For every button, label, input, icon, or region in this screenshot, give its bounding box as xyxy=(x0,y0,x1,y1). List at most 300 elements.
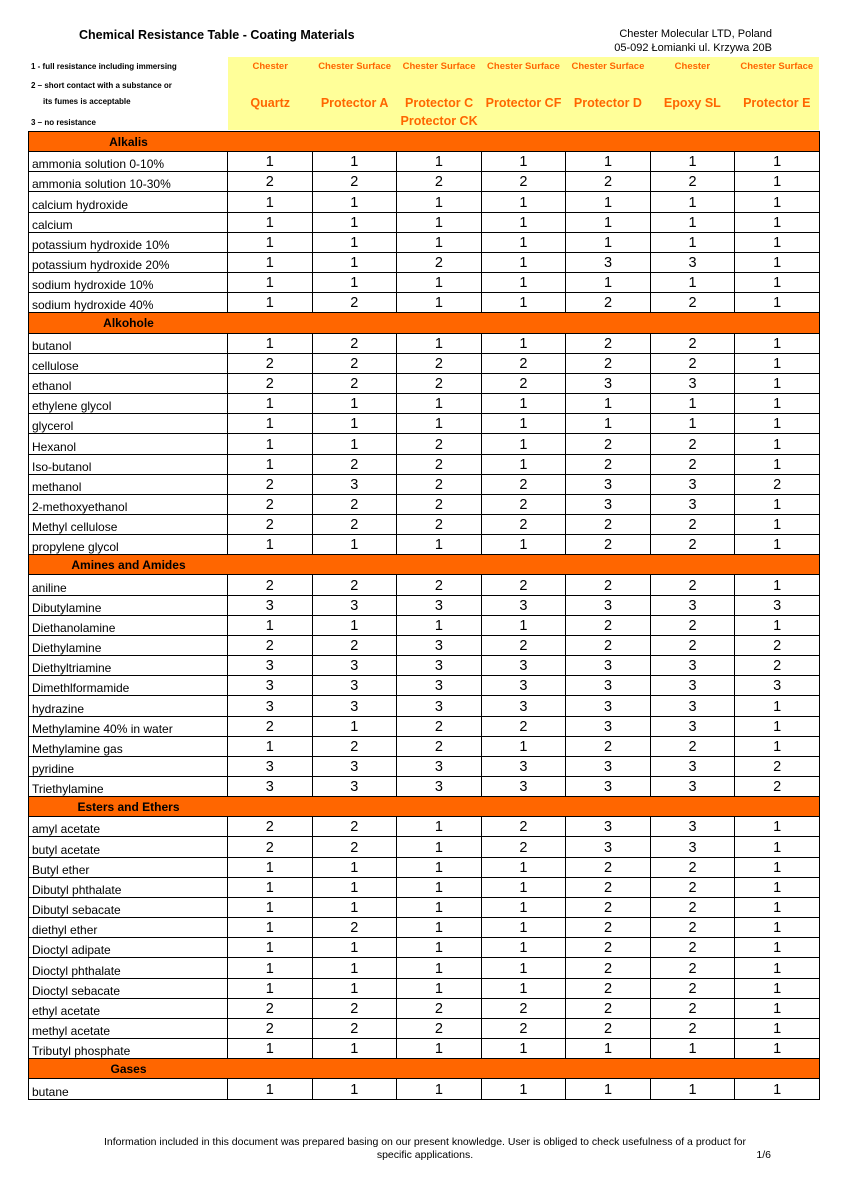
resistance-value: 2 xyxy=(312,918,397,938)
resistance-value: 1 xyxy=(481,918,566,938)
legend-item-1: 1 - full resistance including immersing xyxy=(31,62,177,71)
resistance-value: 1 xyxy=(735,877,820,897)
table-row xyxy=(29,857,820,877)
product-header-line1: Chester Surface xyxy=(571,61,645,72)
resistance-value: 1 xyxy=(228,535,313,555)
resistance-value: 2 xyxy=(566,535,651,555)
table-row xyxy=(29,837,820,857)
resistance-value: 1 xyxy=(650,1039,735,1059)
resistance-value: 2 xyxy=(566,172,651,192)
product-header-line1: Chester xyxy=(252,61,288,72)
resistance-value: 1 xyxy=(397,615,482,635)
resistance-value: 2 xyxy=(312,837,397,857)
resistance-value: 3 xyxy=(650,837,735,857)
resistance-value: 3 xyxy=(566,837,651,857)
resistance-value: 1 xyxy=(481,1039,566,1059)
table-row xyxy=(29,736,820,756)
resistance-value: 2 xyxy=(312,817,397,837)
table-row xyxy=(29,494,820,514)
table-row xyxy=(29,212,820,232)
resistance-value: 2 xyxy=(397,353,482,373)
resistance-value: 2 xyxy=(481,1018,566,1038)
category-row xyxy=(29,1059,820,1079)
resistance-value: 3 xyxy=(228,676,313,696)
resistance-value: 1 xyxy=(228,192,313,212)
resistance-value: 2 xyxy=(566,434,651,454)
substance-name: ammonia solution 0-10% xyxy=(29,152,228,172)
substance-name: diethyl ether xyxy=(29,918,228,938)
resistance-value: 1 xyxy=(228,736,313,756)
substance-name: amyl acetate xyxy=(29,817,228,837)
product-header-line1: Chester xyxy=(674,61,711,72)
table-row xyxy=(29,1018,820,1038)
resistance-value: 1 xyxy=(735,978,820,998)
resistance-value: 2 xyxy=(735,656,820,676)
product-header-line1: Chester Surface xyxy=(487,61,560,72)
resistance-value: 1 xyxy=(650,192,735,212)
resistance-value: 1 xyxy=(481,857,566,877)
resistance-value: 1 xyxy=(481,152,566,172)
substance-name: ammonia solution 10-30% xyxy=(29,172,228,192)
resistance-value: 2 xyxy=(228,575,313,595)
page-number: 1/6 xyxy=(756,1149,771,1161)
resistance-value: 2 xyxy=(650,1018,735,1038)
resistance-value: 3 xyxy=(481,756,566,776)
resistance-value: 1 xyxy=(735,857,820,877)
resistance-value: 1 xyxy=(228,615,313,635)
product-column-header xyxy=(312,57,396,130)
resistance-value: 1 xyxy=(481,414,566,434)
resistance-value: 2 xyxy=(481,514,566,534)
substance-name: Methylamine 40% in water xyxy=(29,716,228,736)
resistance-value: 2 xyxy=(735,756,820,776)
resistance-value: 2 xyxy=(312,293,397,313)
resistance-value: 1 xyxy=(228,394,313,414)
substance-name: ethanol xyxy=(29,373,228,393)
substance-name: cellulose xyxy=(29,353,228,373)
table-row xyxy=(29,333,820,353)
resistance-value: 2 xyxy=(397,998,482,1018)
resistance-value: 2 xyxy=(228,998,313,1018)
company-street: 05-092 Łomianki ul. Krzywa 20B xyxy=(614,42,772,54)
resistance-value: 3 xyxy=(566,595,651,615)
resistance-value: 2 xyxy=(650,736,735,756)
substance-name: pyridine xyxy=(29,756,228,776)
resistance-value: 2 xyxy=(566,918,651,938)
resistance-value: 1 xyxy=(312,857,397,877)
category-row xyxy=(29,555,820,575)
resistance-value: 2 xyxy=(481,837,566,857)
table-row xyxy=(29,595,820,615)
company-address xyxy=(614,27,772,55)
resistance-value: 3 xyxy=(312,676,397,696)
resistance-value: 3 xyxy=(312,777,397,797)
resistance-value: 2 xyxy=(397,373,482,393)
resistance-value: 2 xyxy=(566,333,651,353)
resistance-value: 2 xyxy=(650,978,735,998)
resistance-value: 1 xyxy=(735,736,820,756)
product-header-line1: Chester Surface xyxy=(402,61,476,72)
resistance-value: 1 xyxy=(312,716,397,736)
resistance-value: 1 xyxy=(735,535,820,555)
resistance-value: 1 xyxy=(566,232,651,252)
product-column-header xyxy=(650,57,734,130)
resistance-value: 1 xyxy=(312,152,397,172)
footer-disclaimer xyxy=(85,1136,765,1162)
resistance-value: 1 xyxy=(228,857,313,877)
resistance-value: 2 xyxy=(650,514,735,534)
resistance-value: 3 xyxy=(481,676,566,696)
resistance-value: 2 xyxy=(650,353,735,373)
resistance-value: 1 xyxy=(228,897,313,917)
resistance-value: 1 xyxy=(228,212,313,232)
resistance-value: 3 xyxy=(566,252,651,272)
resistance-value: 1 xyxy=(481,212,566,232)
resistance-value: 1 xyxy=(735,373,820,393)
substance-name: butanol xyxy=(29,333,228,353)
resistance-value: 1 xyxy=(312,1039,397,1059)
resistance-value: 1 xyxy=(481,1079,566,1099)
substance-name: sodium hydroxide 40% xyxy=(29,293,228,313)
table-row xyxy=(29,353,820,373)
resistance-value: 2 xyxy=(228,494,313,514)
product-header-line2: Protector A xyxy=(320,96,389,110)
resistance-value: 1 xyxy=(650,273,735,293)
resistance-value: 3 xyxy=(312,474,397,494)
resistance-value: 3 xyxy=(228,756,313,776)
product-column-header xyxy=(481,57,565,130)
resistance-value: 2 xyxy=(650,434,735,454)
resistance-value: 1 xyxy=(312,414,397,434)
substance-name: ethylene glycol xyxy=(29,394,228,414)
resistance-value: 1 xyxy=(481,273,566,293)
resistance-value: 1 xyxy=(481,454,566,474)
resistance-value: 1 xyxy=(566,1039,651,1059)
table-row xyxy=(29,1079,820,1099)
resistance-value: 1 xyxy=(397,212,482,232)
category-label: Amines and Amides xyxy=(71,557,186,572)
resistance-value: 1 xyxy=(735,414,820,434)
resistance-value: 2 xyxy=(650,877,735,897)
substance-name: Diethanolamine xyxy=(29,615,228,635)
resistance-value: 3 xyxy=(650,756,735,776)
resistance-value: 3 xyxy=(566,817,651,837)
resistance-value: 1 xyxy=(397,1039,482,1059)
resistance-value: 1 xyxy=(735,716,820,736)
product-header-line2: Protector C xyxy=(405,96,474,110)
substance-name: Dioctyl adipate xyxy=(29,938,228,958)
table-row xyxy=(29,293,820,313)
resistance-value: 1 xyxy=(312,252,397,272)
resistance-value: 3 xyxy=(481,595,566,615)
table-row xyxy=(29,696,820,716)
resistance-value: 1 xyxy=(650,212,735,232)
resistance-value: 2 xyxy=(397,172,482,192)
table-row xyxy=(29,394,820,414)
table-row xyxy=(29,414,820,434)
resistance-value: 2 xyxy=(481,998,566,1018)
resistance-value: 1 xyxy=(397,273,482,293)
category-label: Alkohole xyxy=(103,315,154,330)
resistance-value: 3 xyxy=(397,756,482,776)
product-header-line2: Protector E xyxy=(743,96,811,110)
resistance-value: 1 xyxy=(481,293,566,313)
resistance-value: 2 xyxy=(566,897,651,917)
resistance-value: 3 xyxy=(566,696,651,716)
resistance-value: 1 xyxy=(735,172,820,192)
resistance-value: 1 xyxy=(312,978,397,998)
table-row xyxy=(29,978,820,998)
resistance-value: 3 xyxy=(566,494,651,514)
resistance-value: 1 xyxy=(481,252,566,272)
resistance-value: 2 xyxy=(566,575,651,595)
product-header-line3: Protector CK xyxy=(400,114,478,128)
resistance-value: 3 xyxy=(481,656,566,676)
resistance-value: 2 xyxy=(481,474,566,494)
resistance-value: 3 xyxy=(228,656,313,676)
resistance-value: 3 xyxy=(735,676,820,696)
table-row xyxy=(29,998,820,1018)
resistance-value: 2 xyxy=(566,938,651,958)
resistance-value: 1 xyxy=(650,152,735,172)
resistance-value: 2 xyxy=(312,373,397,393)
table-row xyxy=(29,474,820,494)
resistance-value: 2 xyxy=(312,454,397,474)
product-column-header xyxy=(735,57,819,130)
resistance-value: 1 xyxy=(228,958,313,978)
resistance-value: 2 xyxy=(650,172,735,192)
resistance-value: 3 xyxy=(650,656,735,676)
resistance-value: 3 xyxy=(481,696,566,716)
document-title: Chemical Resistance Table - Coating Materials xyxy=(79,28,355,42)
substance-name: methanol xyxy=(29,474,228,494)
resistance-value: 2 xyxy=(397,716,482,736)
resistance-value: 1 xyxy=(566,414,651,434)
resistance-value: 1 xyxy=(481,232,566,252)
resistance-value: 2 xyxy=(650,635,735,655)
substance-name: potassium hydroxide 10% xyxy=(29,232,228,252)
substance-name: methyl acetate xyxy=(29,1018,228,1038)
resistance-value: 2 xyxy=(650,535,735,555)
substance-name: Dimethlformamide xyxy=(29,676,228,696)
substance-name: Hexanol xyxy=(29,434,228,454)
resistance-value: 1 xyxy=(312,212,397,232)
resistance-value: 3 xyxy=(397,635,482,655)
resistance-value: 3 xyxy=(228,696,313,716)
substance-name: ethyl acetate xyxy=(29,998,228,1018)
product-header-line1: Chester Surface xyxy=(318,61,392,72)
resistance-value: 1 xyxy=(735,293,820,313)
resistance-value: 3 xyxy=(397,676,482,696)
substance-name: Dibutylamine xyxy=(29,595,228,615)
resistance-value: 1 xyxy=(481,535,566,555)
resistance-value: 1 xyxy=(481,434,566,454)
substance-name: Dibutyl phthalate xyxy=(29,877,228,897)
table-row xyxy=(29,656,820,676)
resistance-value: 2 xyxy=(397,474,482,494)
substance-name: calcium xyxy=(29,212,228,232)
substance-name: Diethyltriamine xyxy=(29,656,228,676)
table-row xyxy=(29,373,820,393)
resistance-value: 1 xyxy=(312,273,397,293)
resistance-value: 1 xyxy=(735,1018,820,1038)
resistance-value: 3 xyxy=(397,656,482,676)
resistance-value: 2 xyxy=(481,716,566,736)
substance-name: Methyl cellulose xyxy=(29,514,228,534)
resistance-value: 2 xyxy=(228,635,313,655)
resistance-value: 3 xyxy=(650,494,735,514)
table-row xyxy=(29,817,820,837)
category-row xyxy=(29,313,820,333)
resistance-value: 2 xyxy=(481,575,566,595)
resistance-value: 2 xyxy=(397,494,482,514)
product-header-line2: Epoxy SL xyxy=(663,96,721,110)
resistance-value: 1 xyxy=(397,535,482,555)
resistance-value: 2 xyxy=(650,958,735,978)
legend-item-3: 3 – no resistance xyxy=(31,118,96,127)
table-row xyxy=(29,252,820,272)
substance-name: Dibutyl sebacate xyxy=(29,897,228,917)
resistance-value: 1 xyxy=(397,877,482,897)
resistance-value: 3 xyxy=(566,656,651,676)
resistance-value: 3 xyxy=(228,777,313,797)
resistance-value: 2 xyxy=(228,837,313,857)
resistance-value: 3 xyxy=(650,595,735,615)
resistance-value: 3 xyxy=(566,756,651,776)
substance-name: Dioctyl sebacate xyxy=(29,978,228,998)
resistance-value: 2 xyxy=(566,293,651,313)
resistance-value: 2 xyxy=(481,172,566,192)
resistance-value: 2 xyxy=(650,897,735,917)
substance-name: calcium hydroxide xyxy=(29,192,228,212)
resistance-value: 2 xyxy=(312,514,397,534)
resistance-value: 3 xyxy=(650,696,735,716)
resistance-value: 1 xyxy=(397,293,482,313)
resistance-value: 1 xyxy=(735,1079,820,1099)
resistance-value: 3 xyxy=(312,656,397,676)
resistance-value: 3 xyxy=(228,595,313,615)
resistance-value: 1 xyxy=(481,736,566,756)
product-header-line2: Protector CF xyxy=(485,96,562,110)
resistance-value: 3 xyxy=(566,716,651,736)
resistance-value: 2 xyxy=(566,857,651,877)
substance-name: hydrazine xyxy=(29,696,228,716)
resistance-value: 1 xyxy=(735,152,820,172)
table-row xyxy=(29,454,820,474)
resistance-value: 1 xyxy=(312,535,397,555)
resistance-value: 2 xyxy=(228,474,313,494)
resistance-value: 1 xyxy=(735,514,820,534)
table-row xyxy=(29,756,820,776)
resistance-value: 2 xyxy=(566,736,651,756)
resistance-value: 2 xyxy=(566,514,651,534)
resistance-value: 1 xyxy=(397,1079,482,1099)
product-header-line2: Protector D xyxy=(573,96,642,110)
table-row xyxy=(29,535,820,555)
resistance-value: 1 xyxy=(228,414,313,434)
resistance-value: 2 xyxy=(228,172,313,192)
table-row xyxy=(29,192,820,212)
resistance-value: 2 xyxy=(397,736,482,756)
category-row xyxy=(29,132,820,152)
table-row xyxy=(29,777,820,797)
resistance-value: 3 xyxy=(397,696,482,716)
category-label: Gases xyxy=(110,1061,147,1076)
resistance-value: 1 xyxy=(397,918,482,938)
resistance-value: 1 xyxy=(566,212,651,232)
resistance-value: 2 xyxy=(650,857,735,877)
substance-name: Diethylamine xyxy=(29,635,228,655)
resistance-value: 1 xyxy=(566,192,651,212)
resistance-value: 1 xyxy=(735,494,820,514)
resistance-value: 1 xyxy=(735,938,820,958)
resistance-value: 2 xyxy=(312,333,397,353)
resistance-value: 1 xyxy=(397,837,482,857)
resistance-value: 2 xyxy=(566,998,651,1018)
resistance-value: 1 xyxy=(481,897,566,917)
product-column-header xyxy=(397,57,481,130)
substance-name: sodium hydroxide 10% xyxy=(29,273,228,293)
resistance-value: 2 xyxy=(228,514,313,534)
table-row xyxy=(29,958,820,978)
table-row xyxy=(29,172,820,192)
resistance-value: 2 xyxy=(566,877,651,897)
resistance-value: 1 xyxy=(566,1079,651,1099)
table-row xyxy=(29,716,820,736)
resistance-value: 1 xyxy=(481,938,566,958)
resistance-value: 1 xyxy=(650,1079,735,1099)
company-name: Chester Molecular LTD, Poland xyxy=(619,28,772,40)
resistance-value: 1 xyxy=(481,877,566,897)
resistance-value: 2 xyxy=(735,474,820,494)
resistance-value: 2 xyxy=(650,938,735,958)
resistance-value: 2 xyxy=(481,817,566,837)
resistance-value: 2 xyxy=(650,575,735,595)
resistance-value: 3 xyxy=(650,817,735,837)
resistance-value: 1 xyxy=(228,293,313,313)
resistance-value: 3 xyxy=(566,474,651,494)
resistance-value: 1 xyxy=(735,837,820,857)
legend-item-2: 2 – short contact with a substance or xyxy=(31,81,172,90)
table-row xyxy=(29,273,820,293)
resistance-value: 1 xyxy=(397,152,482,172)
resistance-value: 2 xyxy=(312,494,397,514)
resistance-value: 3 xyxy=(312,595,397,615)
resistance-value: 1 xyxy=(650,414,735,434)
resistance-value: 3 xyxy=(650,676,735,696)
resistance-value: 2 xyxy=(228,716,313,736)
resistance-value: 1 xyxy=(566,152,651,172)
resistance-value: 1 xyxy=(312,615,397,635)
resistance-value: 1 xyxy=(228,1079,313,1099)
resistance-value: 1 xyxy=(228,1039,313,1059)
resistance-value: 1 xyxy=(735,958,820,978)
resistance-value: 2 xyxy=(397,454,482,474)
legend-item-2-cont: its fumes is acceptable xyxy=(43,97,131,106)
resistance-value: 1 xyxy=(566,273,651,293)
product-header-line1: Chester Surface xyxy=(740,61,814,72)
resistance-value: 2 xyxy=(312,353,397,373)
resistance-value: 1 xyxy=(312,877,397,897)
resistance-value: 1 xyxy=(312,394,397,414)
resistance-value: 1 xyxy=(397,414,482,434)
resistance-value: 3 xyxy=(566,777,651,797)
resistance-value: 1 xyxy=(481,333,566,353)
table-row xyxy=(29,676,820,696)
category-label: Esters and Ethers xyxy=(77,799,180,814)
table-row xyxy=(29,918,820,938)
resistance-value: 1 xyxy=(735,1039,820,1059)
